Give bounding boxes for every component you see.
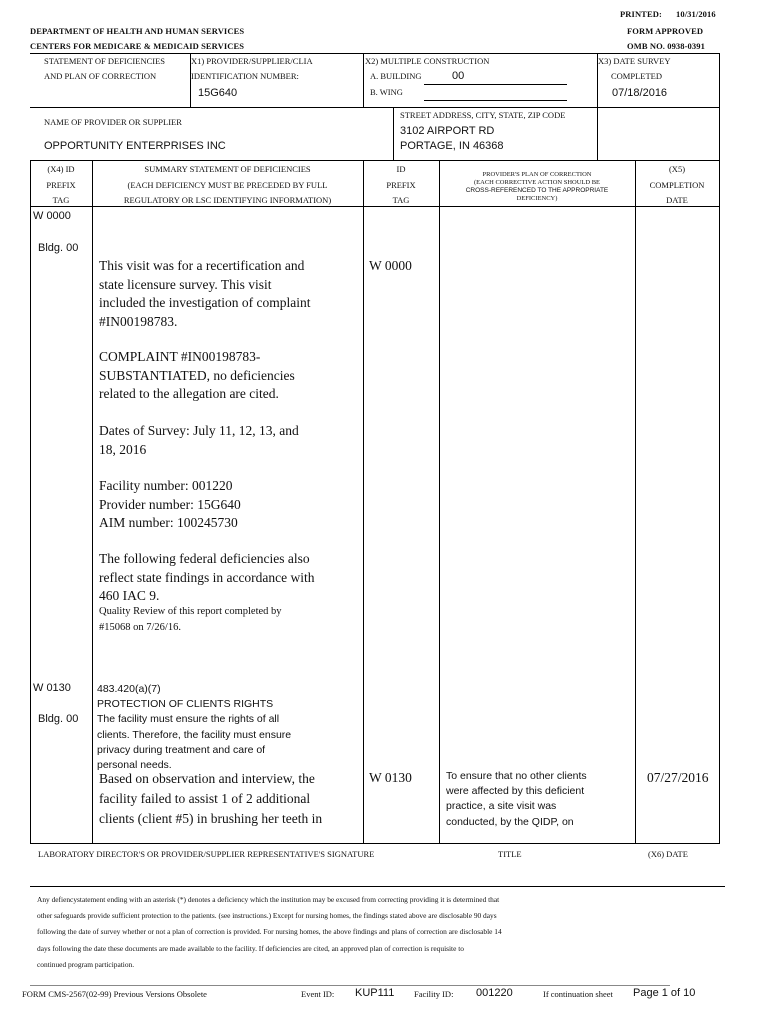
id-tag-w0000: W 0000 <box>369 258 412 273</box>
x5-header-1: (X5) <box>668 164 686 174</box>
department-title: DEPARTMENT OF HEALTH AND HUMAN SERVICES <box>30 26 245 36</box>
summary-paragraph-federal: The following federal deficiencies also reflect state findings in accordance with 460 IAC 9. <box>99 551 315 603</box>
x1-label-2: IDENTIFICATION NUMBER: <box>191 71 299 81</box>
form-identifier: FORM CMS-2567(02-99) Previous Versions Obsolete <box>22 989 207 999</box>
provider-name-value: OPPORTUNITY ENTERPRISES INC <box>44 140 226 152</box>
street-address-label: STREET ADDRESS, CITY, STATE, ZIP CODE <box>400 110 566 120</box>
x4-header-2: PREFIX <box>46 180 76 190</box>
b-wing-label: B. WING <box>370 87 403 97</box>
continuation-label: If continuation sheet <box>543 989 613 999</box>
summary-header-1: SUMMARY STATEMENT OF DEFICIENCIES <box>144 164 311 174</box>
plan-header-1: PROVIDER'S PLAN OF CORRECTION <box>482 171 592 178</box>
omb-number: OMB NO. 0938-0391 <box>627 41 705 51</box>
summary-paragraph-complaint: COMPLAINT #IN00198783- SUBSTANTIATED, no deficiencies related to the allegation are cited. <box>99 349 295 401</box>
summary-paragraph-facility: Facility number: 001220 Provider number: 15G640 AIM number: 100245730 <box>99 478 241 530</box>
building-label-1: Bldg. 00 <box>38 242 79 254</box>
x5-header-2: COMPLETION <box>649 180 705 190</box>
page-number: Page 1 of 10 <box>633 987 696 999</box>
completion-date-value: 07/27/2016 <box>647 770 709 785</box>
id-header-3: TAG <box>392 195 410 205</box>
x1-label-1: X1) PROVIDER/SUPPLIER/CLIA <box>191 56 313 66</box>
a-building-label: A. BUILDING <box>370 71 422 81</box>
centers-title: CENTERS FOR MEDICARE & MEDICAID SERVICES <box>30 41 245 51</box>
survey-date-value: 07/18/2016 <box>612 87 668 99</box>
plan-header-4: DEFICIENCY) <box>516 195 558 202</box>
provider-name-label: NAME OF PROVIDER OR SUPPLIER <box>44 117 182 127</box>
x5-header-3: DATE <box>666 195 688 205</box>
prefix-tag-w0000: W 0000 <box>33 210 71 222</box>
x4-header-1: (X4) ID <box>47 164 75 174</box>
a-building-value: 00 <box>452 70 465 82</box>
city-value: PORTAGE, IN 46368 <box>400 140 504 152</box>
printed-label: PRINTED: <box>620 9 662 19</box>
x3-label-1: X3) DATE SURVEY <box>598 56 671 66</box>
summary-paragraph-quality-review: Quality Review of this report completed by #15068 on 7/26/16. <box>99 606 282 633</box>
street-value: 3102 AIRPORT RD <box>400 125 495 137</box>
plan-header-3: CROSS-REFERENCED TO THE APPROPRIATE <box>465 187 609 194</box>
id-tag-w0130: W 0130 <box>369 770 412 785</box>
id-header-1: ID <box>396 164 406 174</box>
title-label: TITLE <box>498 849 522 859</box>
building-label-2: Bldg. 00 <box>38 713 79 725</box>
summary-header-2: (EACH DEFICIENCY MUST BE PRECEDED BY FULL <box>127 180 328 190</box>
provider-id-value: 15G640 <box>198 87 238 99</box>
x2-label: X2) MULTIPLE CONSTRUCTION <box>365 56 490 66</box>
event-id-value: KUP111 <box>355 987 395 999</box>
event-id-label: Event ID: <box>301 989 335 999</box>
x3-label-2: COMPLETED <box>611 71 662 81</box>
facility-id-value: 001220 <box>476 987 513 999</box>
plan-of-correction-text: To ensure that no other clients were affected by this deficient practice, a site visit was conducted, by the QIDP, on <box>446 770 587 828</box>
statement-label-2: AND PLAN OF CORRECTION <box>44 71 157 81</box>
statement-label-1: STATEMENT OF DEFICIENCIES <box>44 56 166 66</box>
printed-date: 10/31/2016 <box>676 9 716 19</box>
id-header-2: PREFIX <box>386 180 416 190</box>
disclaimer-text: Any defiencystatement ending with an asterisk (*) denotes a deficiency which the institution may be excused from correcting providing it is determined that other safeguards provide sufficient protection to the patients. (see instructions.) Except for nursing homes, the findings stated above are disclosable 90 days following the date of survey whether or not a plan of correction is provided. For nursing homes, the above findings and plans of correction are disclosable 14 days following the date these documents are made available to the facility. If deficiencies are cited, an approved plan of correction is requisite to continued program participation. <box>37 895 502 969</box>
summary-paragraph-regulation: 483.420(a)(7) PROTECTION OF CLIENTS RIGHTS The facility must ensure the rights of all clients. Therefore, the facility must ensure privacy during treatment and care of personal needs. <box>97 683 292 772</box>
signature-label: LABORATORY DIRECTOR'S OR PROVIDER/SUPPLIER REPRESENTATIVE'S SIGNATURE <box>38 849 375 859</box>
form-approved: FORM APPROVED <box>627 26 704 36</box>
facility-id-label: Facility ID: <box>414 989 454 999</box>
x6-date-label: (X6) DATE <box>648 849 688 859</box>
prefix-tag-w0130: W 0130 <box>33 682 71 694</box>
plan-header-2: (EACH CORRECTIVE ACTION SHOULD BE <box>473 179 601 186</box>
summary-paragraph-observation: Based on observation and interview, the facility failed to assist 1 of 2 additional clients (client #5) in brushing her teeth in <box>99 771 323 826</box>
summary-paragraph-dates: Dates of Survey: July 11, 12, 13, and 18, 2016 <box>99 423 299 457</box>
summary-header-3: REGULATORY OR LSC IDENTIFYING INFORMATION) <box>123 195 332 205</box>
x4-header-3: TAG <box>52 195 70 205</box>
summary-paragraph-visit: This visit was for a recertification and state licensure survey. This visit included the investigation of complaint #IN00198783. <box>99 258 311 329</box>
